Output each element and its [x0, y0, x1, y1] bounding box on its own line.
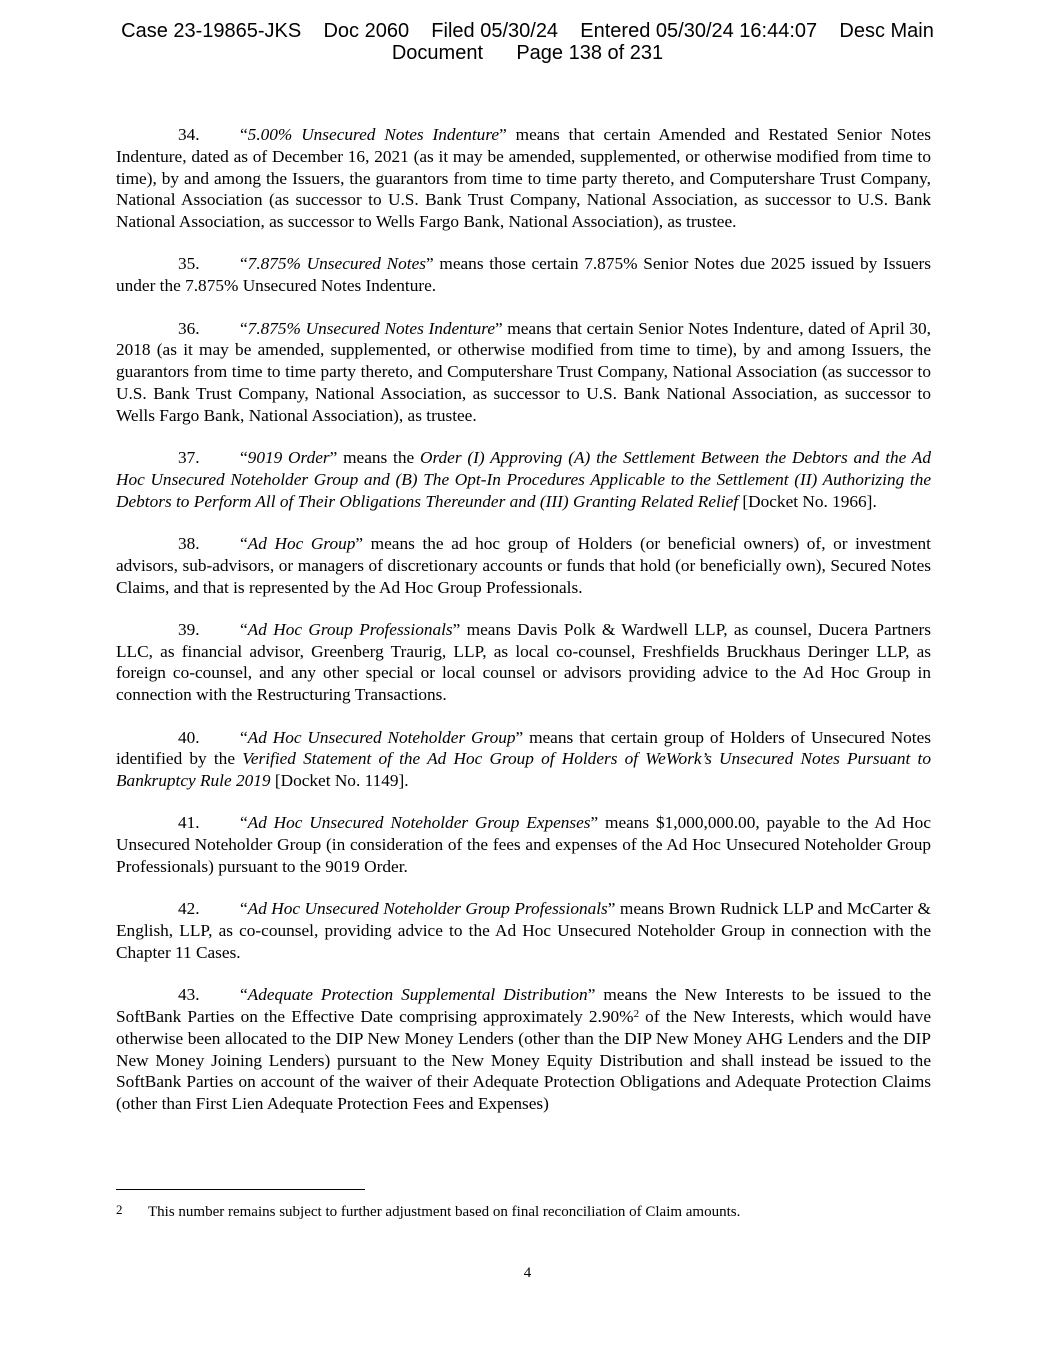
footnote-divider: [116, 1189, 365, 1190]
paragraph-number: 34.: [178, 125, 200, 144]
definition-text-tail: [Docket No. 1149].: [270, 771, 409, 791]
definition-text: means Davis Polk & Wardwell LLP, as counsel, Ducera Partners LLC, as financial advisor, Greenberg Traurig, LLP, as local co-counsel, Freshfields Bruckhaus Deringer LLP, as foreign co-counsel, and any other special or local counsel or advisors providing advice to the Ad Hoc Group in connection with the Restructuring Transactions.: [116, 619, 931, 705]
definition-paragraph: 38. “Ad Hoc Group” means the ad hoc group of Holders (or beneficial owners) of, or investment advisors, sub-advisors, or managers of discretionary accounts or funds that hold (or beneficially own), Secured Notes Claims, and that is represented by the Ad Hoc Group Professionals.: [116, 533, 931, 597]
paragraph-number: 40.: [178, 727, 200, 747]
paragraph-number: 38.: [178, 533, 200, 553]
paragraph-number: 42.: [178, 899, 200, 919]
definition-text: means the: [337, 448, 420, 468]
defined-term: Ad Hoc Group: [247, 533, 356, 553]
definition-text: means that certain group of Holders of Unsecured Notes identified by the: [116, 727, 932, 769]
definition-text: means that certain Senior Notes Indenture, dated of April 30, 2018 (as it may be amended, supplemented, or otherwise modified from time to time), by and among Issuers, the guarantors from time to time party thereto, and Computershare Trust Company, National Association (as successor to U.S. Bank Trust Company, National Association, as successor to U.S. Bank National Association, as successor to Wells Fargo Bank, National Association), as trustee.: [116, 318, 931, 425]
definition-paragraph: 34. “5.00% Unsecured Notes Indenture” means that certain Amended and Restated Senior Notes Indenture, dated as of December 16, 2021 (as it may be amended, supplemented, or otherwise modified from time to time), by and among the Issuers, the guarantors from time to time party thereto, and Computershare Trust Company, National Association (as successor to U.S. Bank Trust Company, National Association, as successor to U.S. Bank National Association, as successor to Wells Fargo Bank, National Association), as trustee.: [116, 125, 931, 232]
defined-term: Ad Hoc Group Professionals: [247, 619, 453, 639]
definition-paragraph: 39. “Ad Hoc Group Professionals” means Davis Polk & Wardwell LLP, as counsel, Ducera Partners LLC, as financial advisor, Greenberg Traurig, LLP, as local co-counsel, Freshfields Bruckhaus Deringer LLP, as foreign co-counsel, and any other special or local counsel or advisors providing advice to the Ad Hoc Group in connection with the Restructuring Transactions.: [116, 619, 931, 705]
page-number: 4: [523, 1265, 532, 1281]
definition-text: means $1,000,000.00, payable to the Ad Hoc Unsecured Noteholder Group (in consideration of the fees and expenses of the Ad Hoc Unsecured Noteholder Group Professionals) pursuant to the 9019 Order.: [116, 813, 931, 877]
paragraph-number: 43.: [178, 985, 200, 1005]
definition-text-tail: of the New Interests, which would have otherwise been allocated to the DIP New Money Lenders (other than the DIP New Money AHG Lenders and the DIP New Money Joining Lenders) pursuant to the New Money Equity Distribution and shall instead be issued to the SoftBank Parties on account of the waiver of their Adequate Protection Obligations and Adequate Protection Claims (other than First Lien Adequate Protection Fees and Expenses): [116, 1007, 931, 1114]
defined-term: 7.875% Unsecured Notes: [247, 254, 426, 274]
definition-text: means those certain 7.875% Senior Notes due 2025 issued by Issuers under the 7.875% Unsecured Notes Indenture.: [116, 254, 931, 296]
footnote-reference: 2: [633, 1008, 640, 1020]
definition-text: means the New Interests to be issued to the SoftBank Parties on the Effective Date comprising approximately 2.90%: [116, 985, 931, 1026]
paragraph-number: 35.: [178, 254, 200, 274]
definition-text: means Brown Rudnick LLP and McCarter & English, LLP, as co-counsel, providing advice to the Ad Hoc Unsecured Noteholder Group in connection with the Chapter 11 Cases.: [116, 899, 931, 962]
defined-term: Ad Hoc Unsecured Noteholder Group Professionals: [247, 899, 608, 919]
definition-paragraph: 36. “7.875% Unsecured Notes Indenture” means that certain Senior Notes Indenture, dated of April 30, 2018 (as it may be amended, supplemented, or otherwise modified from time to time), by and among Issuers, the guarantors from time to time party thereto, and Computershare Trust Company, National Association (as successor to U.S. Bank Trust Company, National Association, as successor to U.S. Bank National Association, as successor to Wells Fargo Bank, National Association), as trustee.: [116, 318, 931, 425]
definition-paragraph: 40. “Ad Hoc Unsecured Noteholder Group” means that certain group of Holders of Unsecured Notes identified by the Verified Statement of the Ad Hoc Group of Holders of WeWork’s Unsecured Notes Pursuant to Bankruptcy Rule 2019 [Docket No. 1149].: [116, 727, 932, 791]
footnote: [116, 1200, 931, 1222]
definition-paragraph: 35. “7.875% Unsecured Notes” means those certain 7.875% Senior Notes due 2025 issued by Issuers under the 7.875% Unsecured Notes Indenture.: [116, 254, 931, 296]
footnote-text: This number remains subject to further adjustment based on final reconciliation of Claim amounts.: [148, 1204, 741, 1220]
footnote-mark: 2: [116, 1202, 123, 1217]
header-line-1: Case 23-19865-JKS Doc 2060 Filed 05/30/24 Entered 05/30/24 16:44:07 Desc Main: [121, 20, 934, 42]
defined-term: 5.00% Unsecured Notes Indenture: [247, 125, 500, 144]
header-line-2: Document Page 138 of 231: [391, 42, 664, 64]
court-header: [0, 20, 1055, 64]
definition-text-tail: [Docket No. 1966].: [738, 491, 877, 511]
defined-term: 7.875% Unsecured Notes Indenture: [247, 318, 495, 338]
definition-text: means that certain Amended and Restated Senior Notes Indenture, dated as of December 16, 2021 (as it may be amended, supplemented, or otherwise modified from time to time), by and among the Issuers, the guarantors from time to time party thereto, and Computershare Trust Company, National Association (as successor to U.S. Bank Trust Company, National Association, as successor to U.S. Bank National Association, as successor to Wells Fargo Bank, National Association), as trustee.: [116, 125, 931, 232]
order-title: Order (I) Approving (A) the Settlement Between the Debtors and the Ad Hoc Unsecured Noteholder Group and (B) The Opt-In Procedures Applicable to the Settlement (II) Authorizing the Debtors to Perform All of Their Obligations Thereunder and (III) Granting Related Relief: [116, 448, 931, 511]
paragraph-number: 36.: [178, 318, 200, 338]
definition-text: means the ad hoc group of Holders (or beneficial owners) of, or investment advisors, sub-advisors, or managers of discretionary accounts or funds that hold (or beneficially own), Secured Notes Claims, and that is represented by the Ad Hoc Group Professionals.: [116, 533, 931, 597]
defined-term: Ad Hoc Unsecured Noteholder Group: [247, 727, 516, 747]
definition-paragraph: 42. “Ad Hoc Unsecured Noteholder Group Professionals” means Brown Rudnick LLP and McCarter & English, LLP, as co-counsel, providing advice to the Ad Hoc Unsecured Noteholder Group in connection with the Chapter 11 Cases.: [116, 899, 931, 962]
definition-paragraph: 41. “Ad Hoc Unsecured Noteholder Group Expenses” means $1,000,000.00, payable to the Ad Hoc Unsecured Noteholder Group (in consideration of the fees and expenses of the Ad Hoc Unsecured Noteholder Group Professionals) pursuant to the 9019 Order.: [116, 813, 931, 877]
definition-paragraph: 37. “9019 Order” means the Order (I) Approving (A) the Settlement Between the Debtors and the Ad Hoc Unsecured Noteholder Group and (B) The Opt-In Procedures Applicable to the Settlement (II) Authorizing the Debtors to Perform All of Their Obligations Thereunder and (III) Granting Related Relief [Docket No. 1966].: [116, 448, 931, 511]
defined-term: Ad Hoc Unsecured Noteholder Group Expenses: [247, 813, 591, 833]
statement-title: Verified Statement of the Ad Hoc Group of Holders of WeWork’s Unsecured Notes Pursuant to Bankruptcy Rule 2019: [116, 749, 931, 791]
paragraph-number: 37.: [178, 448, 200, 468]
defined-term: 9019 Order: [247, 448, 330, 468]
defined-term: Adequate Protection Supplemental Distribution: [247, 985, 588, 1005]
paragraph-number: 39.: [178, 619, 200, 639]
document-body: [116, 124, 931, 1135]
paragraph-number: 41.: [178, 813, 200, 833]
definition-paragraph: 43. “Adequate Protection Supplemental Distribution” means the New Interests to be issued to the SoftBank Parties on the Effective Date comprising approximately 2.90%$^2$ of the New Interests, which would have otherwise been allocated to the DIP New Money Lenders (other than the DIP New Money AHG Lenders and the DIP New Money Joining Lenders) pursuant to the New Money Equity Distribution and shall instead be issued to the SoftBank Parties on account of the waiver of their Adequate Protection Obligations and Adequate Protection Claims (other than First Lien Adequate Protection Fees and Expenses): [116, 985, 931, 1114]
